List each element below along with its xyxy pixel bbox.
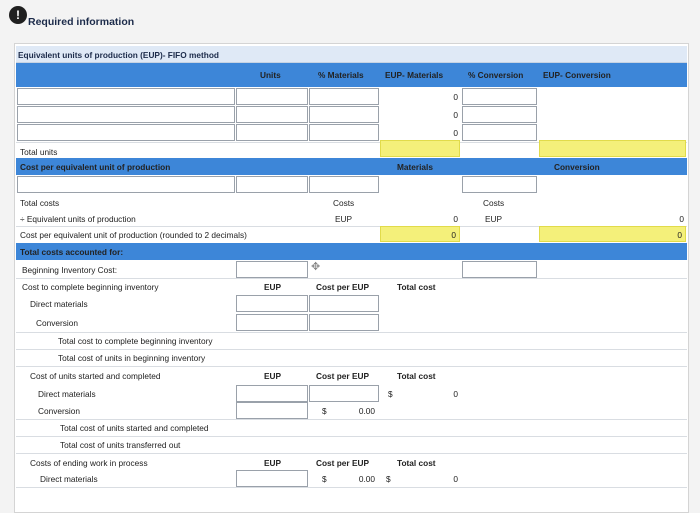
started-dm-eup-input[interactable] [236, 385, 308, 402]
total-complete-beginning-label: Total cost to complete beginning inventory [58, 336, 213, 346]
started-completed-label: Cost of units started and completed [30, 371, 161, 381]
page-title: Required information [28, 16, 135, 28]
materials-heading: Materials [397, 162, 433, 172]
cost-per-eup-col-label-1: Cost per EUP [316, 282, 370, 292]
eup-col-label-2: EUP [264, 371, 282, 381]
cost-row-conversion-input[interactable] [462, 176, 537, 193]
total-cost-col-label-2: Total cost [397, 371, 436, 381]
started-conversion-label: Conversion [38, 406, 80, 416]
total-units-conversion-input[interactable] [539, 140, 686, 157]
total-cost-col-label-3: Total cost [397, 458, 436, 468]
started-dm-label: Direct materials [38, 389, 96, 399]
ending-dm-total-value: 0 [453, 474, 458, 484]
conversion-costs-label: Costs [483, 198, 505, 208]
col-pct-materials: % Materials [318, 70, 364, 80]
cursor-icon: ✥ [311, 261, 321, 273]
total-costs-label: Total costs [20, 198, 60, 208]
eup-row-1-pct-materials-input[interactable] [309, 88, 379, 105]
beginning-conv-cost-input[interactable] [309, 314, 379, 331]
conversion-heading: Conversion [554, 162, 600, 172]
materials-costs-label: Costs [333, 198, 355, 208]
eup-row-3-units-input[interactable] [236, 124, 308, 141]
materials-cost-per-eup-value: 0 [380, 226, 460, 242]
started-dm-total-value: 0 [453, 389, 458, 399]
beginning-conversion-label: Conversion [36, 318, 78, 328]
total-units-label: Total units [20, 147, 58, 157]
materials-eup-label: EUP [335, 214, 353, 224]
eup-row-2-label-input[interactable] [17, 106, 235, 123]
eup-row-3-pct-conversion-input[interactable] [462, 124, 537, 141]
started-dm-dollar: $ [388, 389, 393, 399]
started-conv-dollar: $ [322, 406, 327, 416]
row-divider [16, 436, 687, 437]
ending-dm-total-dollar: $ [386, 474, 391, 484]
beginning-dm-eup-input[interactable] [236, 295, 308, 312]
ending-dm-label: Direct materials [40, 474, 98, 484]
row-divider [16, 366, 687, 367]
beginning-conversion-input[interactable] [462, 261, 537, 278]
ending-dm-dollar: $ [322, 474, 327, 484]
col-units: Units [260, 70, 281, 80]
conversion-eup-value: 0 [679, 214, 684, 224]
cost-row-units-input[interactable] [236, 176, 308, 193]
conversion-cost-per-eup-value: 0 [539, 226, 686, 242]
row-divider [16, 332, 687, 333]
beginning-dm-cost-input[interactable] [309, 295, 379, 312]
costs-accounted-heading: Total costs accounted for: [20, 247, 124, 257]
col-eup-materials: EUP- Materials [385, 70, 444, 80]
row-divider [16, 419, 687, 420]
conversion-eup-label: EUP [485, 214, 503, 224]
started-conv-cost-value: 0.00 [358, 406, 375, 416]
worksheet-title: Equivalent units of production (EUP)- FIFO method [18, 50, 219, 60]
eup-row-2-materials-value: 0 [453, 110, 458, 120]
beginning-conv-eup-input[interactable] [236, 314, 308, 331]
complete-beginning-label: Cost to complete beginning inventory [22, 282, 159, 292]
beginning-direct-materials-label: Direct materials [30, 299, 88, 309]
cost-per-eup-heading: Cost per equivalent unit of production [20, 162, 171, 172]
eup-row-3-pct-materials-input[interactable] [309, 124, 379, 141]
row-divider [16, 487, 687, 488]
started-dm-cost-input[interactable] [309, 385, 379, 402]
total-started-completed-label: Total cost of units started and completed [60, 423, 209, 433]
total-cost-col-label-1: Total cost [397, 282, 436, 292]
beginning-inventory-label: Beginning Inventory Cost: [22, 265, 118, 275]
divide-eup-label: ÷ Equivalent units of production [20, 214, 136, 224]
eup-col-label-1: EUP [264, 282, 282, 292]
total-units-beginning-label: Total cost of units in beginning inventory [58, 353, 206, 363]
cost-per-eup-col-label-3: Cost per EUP [316, 458, 370, 468]
eup-row-3-label-input[interactable] [17, 124, 235, 141]
cost-row-label-input[interactable] [17, 176, 235, 193]
cost-per-unit-label: Cost per equivalent unit of production (rounded to 2 decimals) [20, 230, 247, 240]
eup-col-label-3: EUP [264, 458, 282, 468]
row-divider [16, 453, 687, 454]
beginning-units-input[interactable] [236, 261, 308, 278]
row-divider [16, 349, 687, 350]
eup-row-1-materials-value: 0 [453, 92, 458, 102]
started-conv-eup-input[interactable] [236, 402, 308, 419]
eup-row-1-units-input[interactable] [236, 88, 308, 105]
materials-eup-value: 0 [453, 214, 458, 224]
ending-dm-cost-per-eup-value: 0.00 [358, 474, 375, 484]
eup-row-2-units-input[interactable] [236, 106, 308, 123]
cost-row-pct-input[interactable] [309, 176, 379, 193]
ending-dm-eup-input[interactable] [236, 470, 308, 487]
eup-row-1-label-input[interactable] [17, 88, 235, 105]
total-transferred-label: Total cost of units transferred out [60, 440, 181, 450]
eup-row-3-materials-value: 0 [453, 128, 458, 138]
row-divider [16, 278, 687, 279]
eup-row-1-pct-conversion-input[interactable] [462, 88, 537, 105]
cost-per-eup-col-label-2: Cost per EUP [316, 371, 370, 381]
alert-icon: ! [9, 6, 27, 24]
col-eup-conversion: EUP- Conversion [543, 70, 611, 80]
total-units-materials-input[interactable] [380, 140, 460, 157]
col-pct-conversion: % Conversion [468, 70, 524, 80]
eup-row-2-pct-conversion-input[interactable] [462, 106, 537, 123]
ending-wip-label: Costs of ending work in process [30, 458, 148, 468]
eup-row-2-pct-materials-input[interactable] [309, 106, 379, 123]
